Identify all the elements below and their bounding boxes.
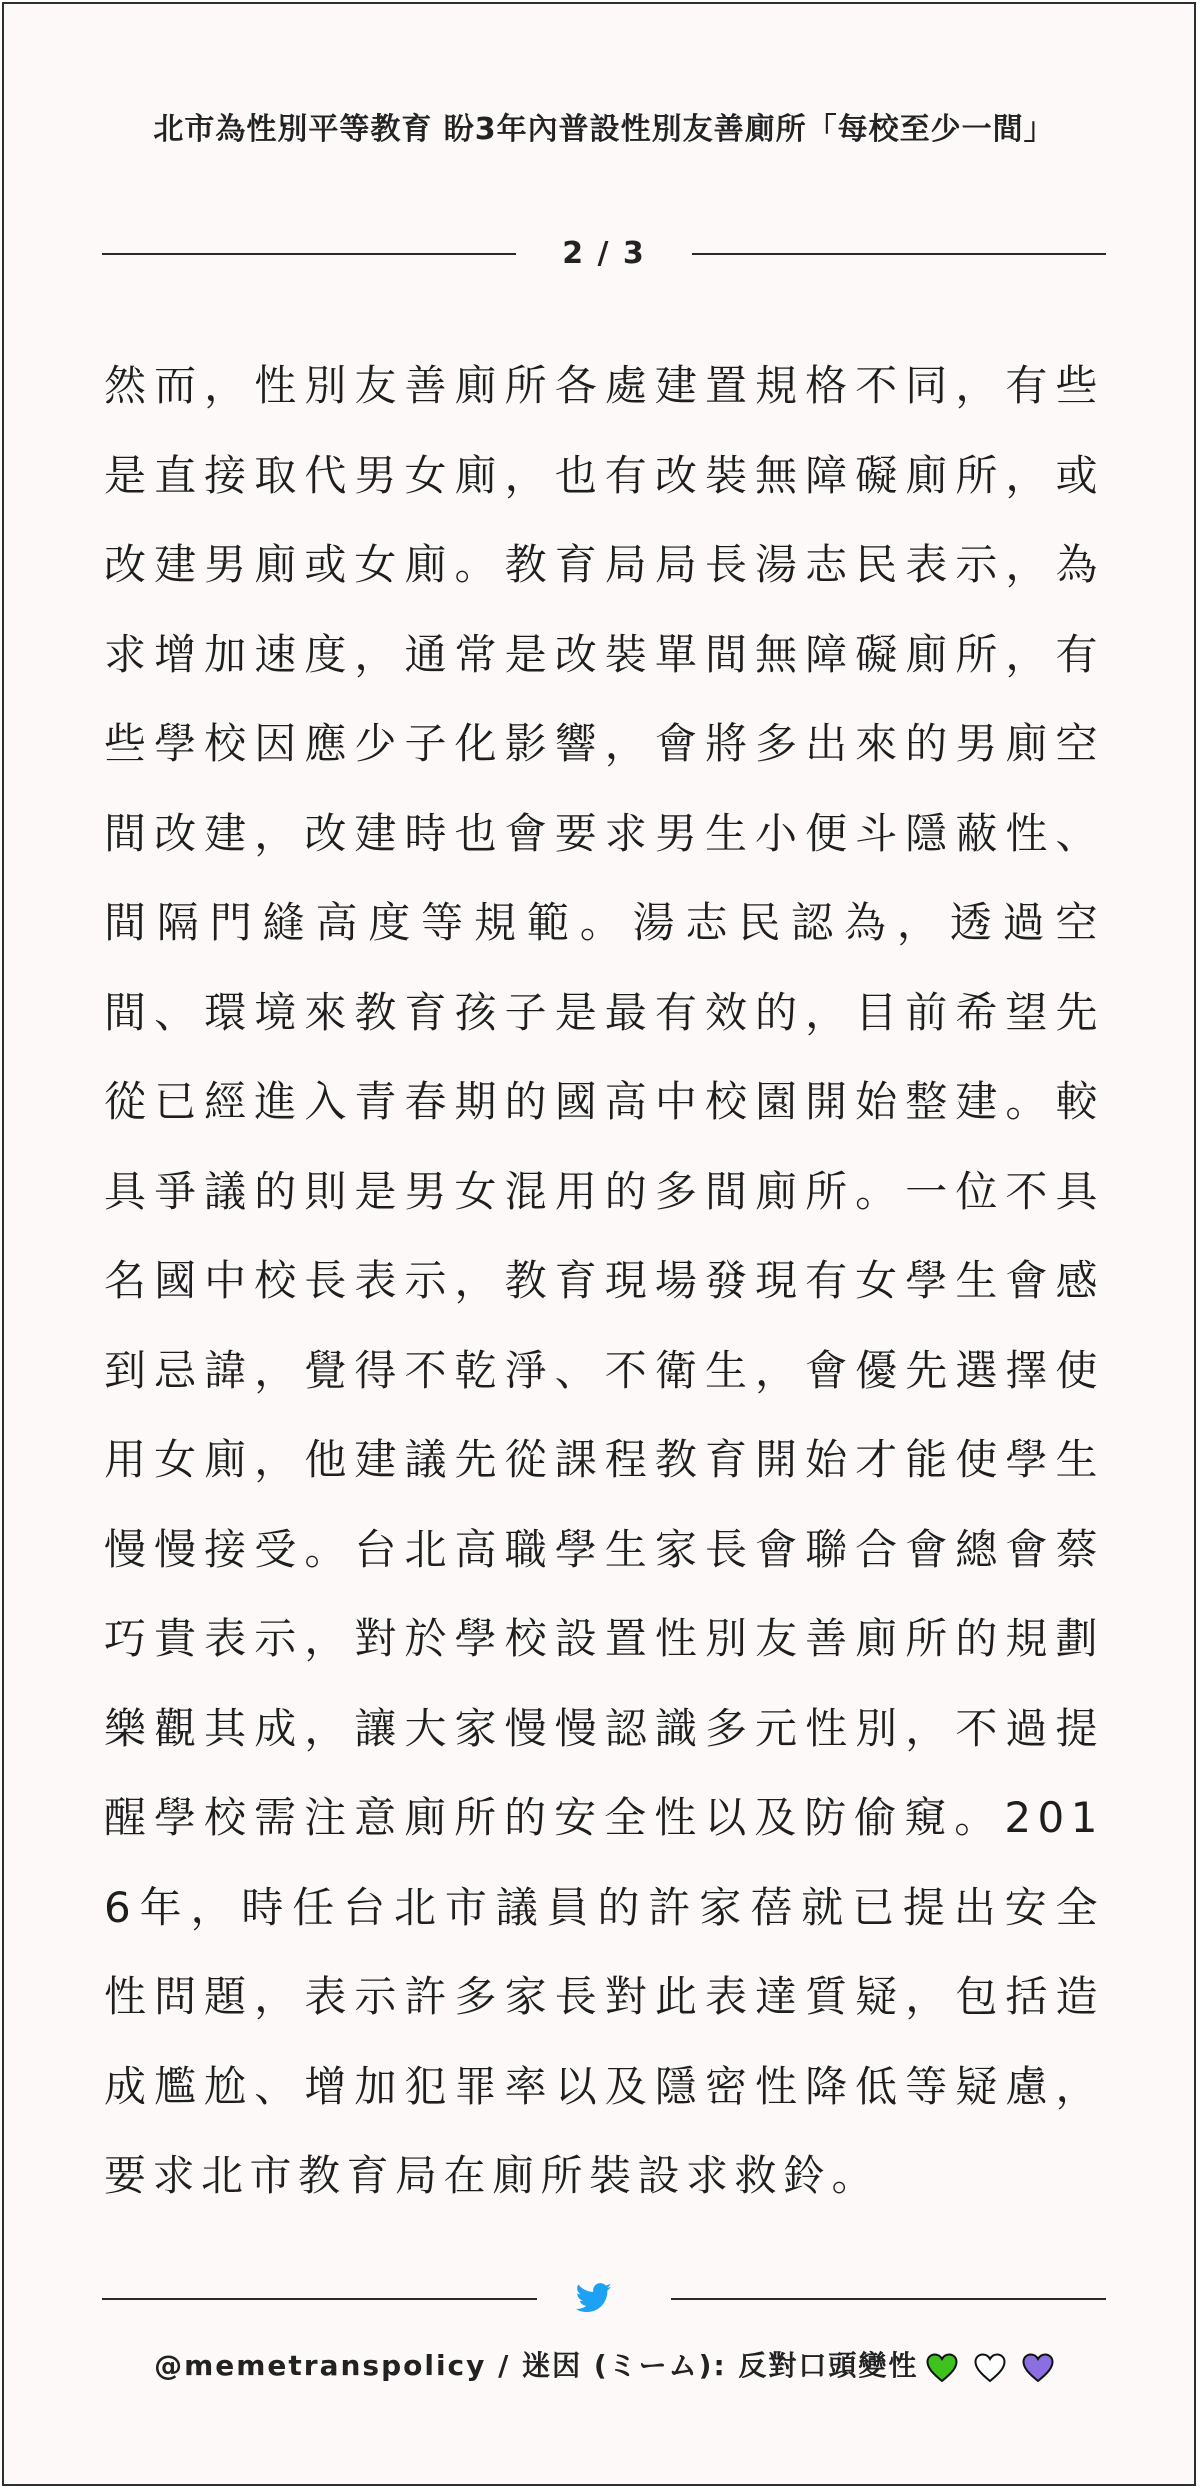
twitter-bird-icon[interactable] bbox=[576, 2282, 612, 2314]
divider-left bbox=[102, 253, 516, 255]
footer-divider-left bbox=[102, 2298, 537, 2300]
white-heart-icon bbox=[974, 2353, 1006, 2383]
footer-divider-right bbox=[671, 2298, 1106, 2300]
quote-card bbox=[2, 2, 1196, 2486]
footer-attribution bbox=[104, 2342, 1104, 2391]
divider-right bbox=[692, 253, 1106, 255]
article-body: 然而，性別友善廁所各處建置規格不同，有些是直接取代男女廁，也有改裝無障礙廁所，或改建男廁或女廁。教育局局長湯志民表示，為求增加速度，通常是改裝單間無障礙廁所，有些學校因應少子化影響，會將多出來的男廁空間改建，改建時也會要求男生小便斗隱蔽性、間隔門縫高度等規範。湯志民認為，透過空間、環境來教育孩子是最有效的，目前希望先從已經進入青春期的國高中校園開始整建。較具爭議的則是男女混用的多間廁所。一位不具名國中校長表示，教育現場發現有女學生會感到忌諱，覺得不乾淨、不衛生，會優先選擇使用女廁，他建議先從課程教育開始才能使學生慢慢接受。台北高職學生家長會聯合會總會蔡巧貴表示，對於學校設置性別友善廁所的規劃樂觀其成，讓大家慢慢認識多元性別，不過提醒學校需注意廁所的安全性以及防偷窺。2016年，時任台北市議員的許家蓓就已提出安全性問題，表示許多家長對此表達質疑，包括造成尷尬、增加犯罪率以及隱密性降低等疑慮，要求北市教育局在廁所裝設求救鈴。 bbox=[104, 361, 1104, 2200]
purple-heart-icon bbox=[1022, 2353, 1054, 2383]
heart-icons bbox=[922, 2343, 1054, 2391]
article-title: 北市為性別平等教育 盼3年內普設性別友善廁所「每校至少一間」 bbox=[153, 112, 1055, 147]
green-heart-icon bbox=[926, 2353, 958, 2383]
account-handle[interactable]: @memetranspolicy / 迷因 (ミーム): 反對口頭變性 bbox=[154, 2349, 919, 2382]
page-indicator: 2 / 3 bbox=[562, 236, 646, 271]
